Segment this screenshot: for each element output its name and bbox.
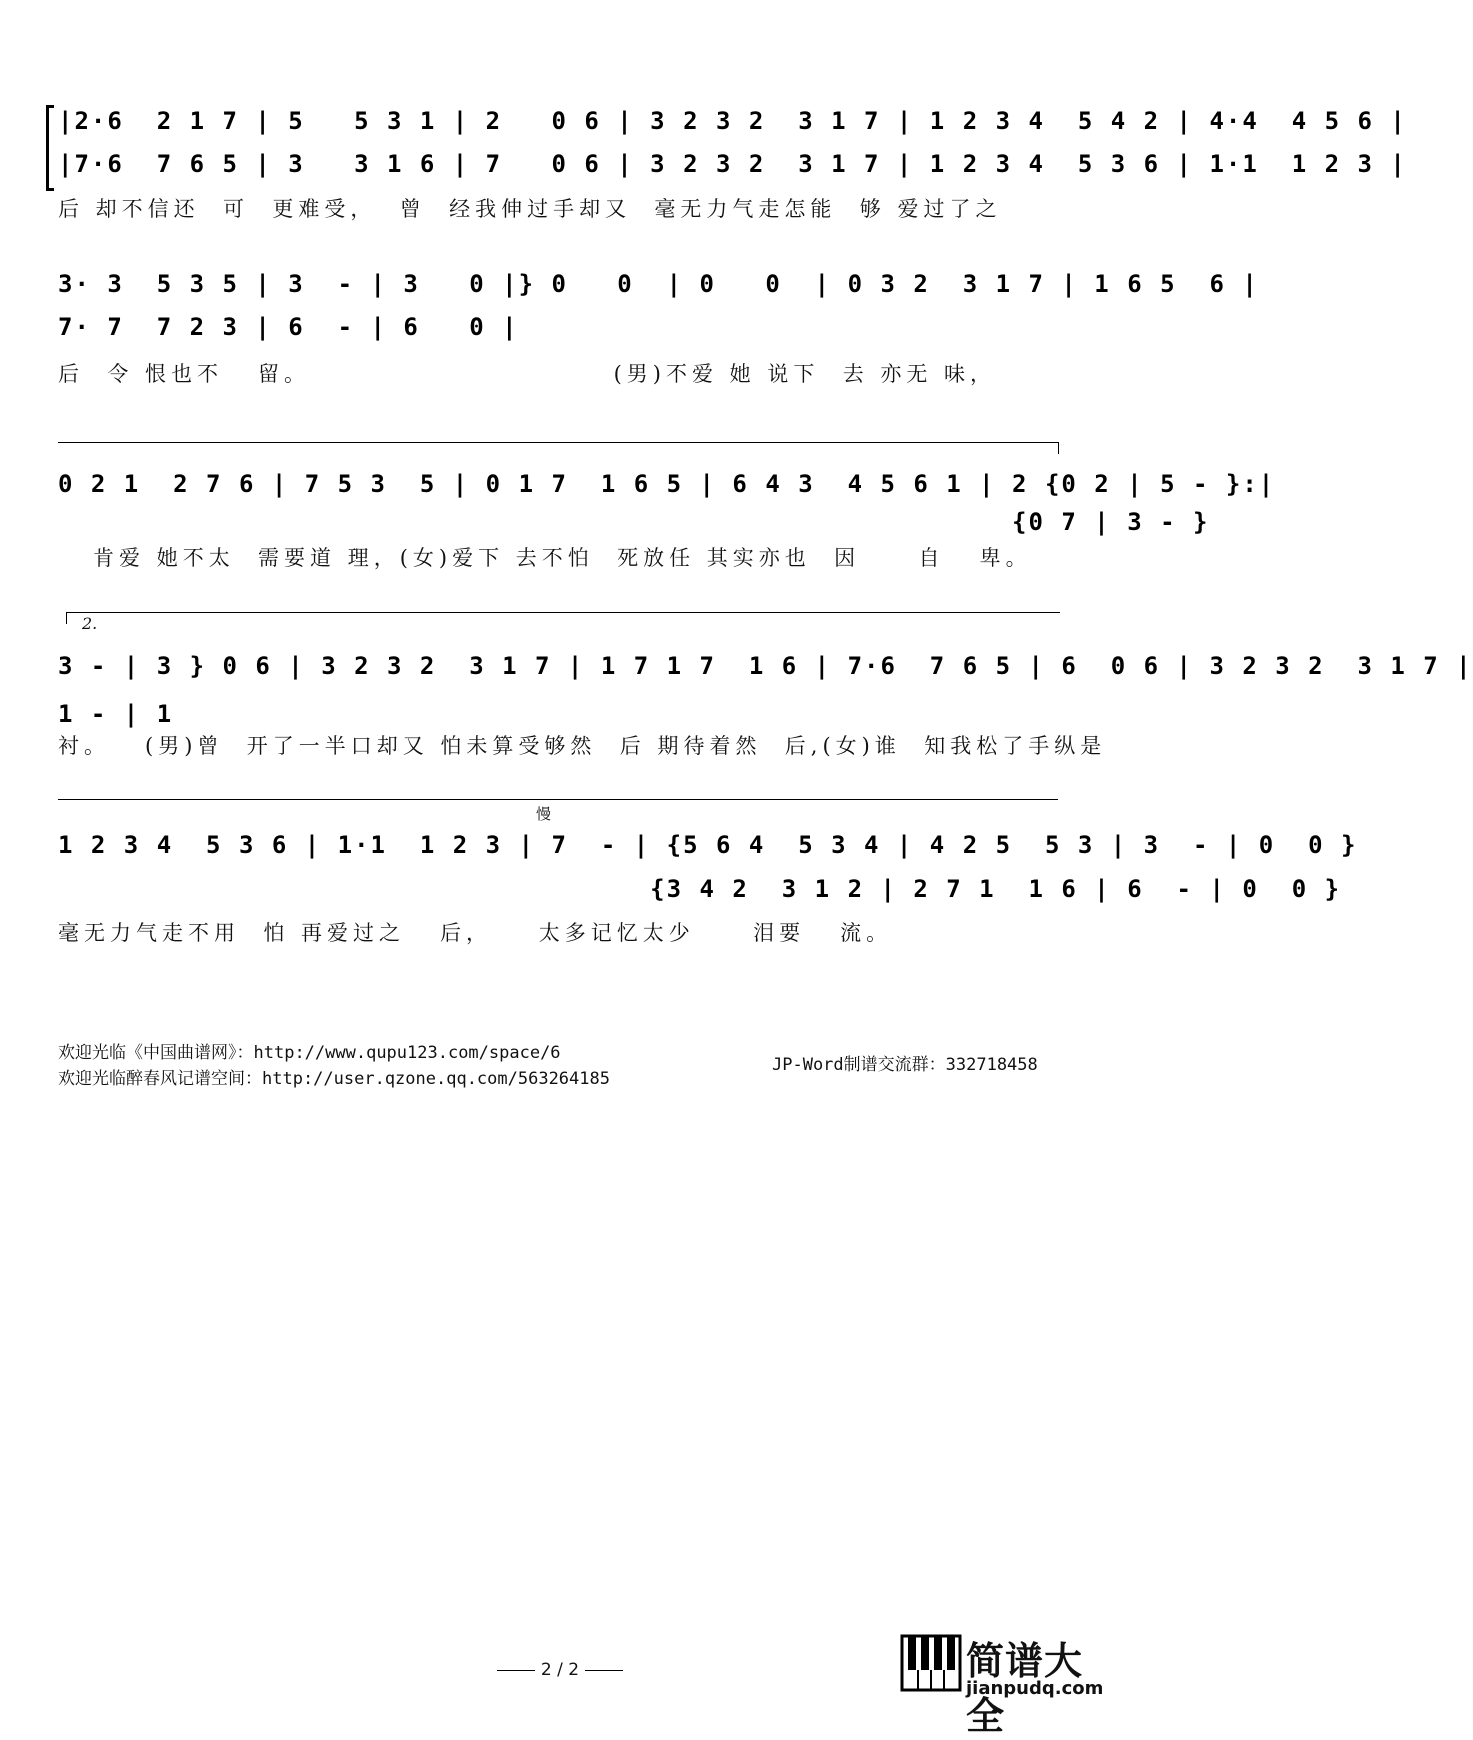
lyric-line: 肯爱 她不太 需要道 理，(女)爱下 去不怕 死放任 其实亦也 因 自 卑。	[58, 546, 1032, 570]
logo-url: jianpudq.com	[966, 1678, 1104, 1699]
page-number-rule-left	[497, 1670, 535, 1671]
tempo-marking: 慢	[536, 805, 552, 823]
volta-bracket-start	[66, 612, 67, 624]
piano-keys-icon	[900, 1632, 962, 1694]
volta-bracket-1	[58, 442, 1058, 443]
staff-rule	[58, 799, 1058, 800]
lower-staff: {0 7 | 3 - }	[58, 508, 1210, 536]
volta-bracket-end	[1058, 442, 1059, 454]
upper-staff: 0 2 1 2 7 6 | 7 5 3 5 | 0 1 7 1 6 5 | 6 4 3 4 5 6 1 | 2 {0 2 | 5 - }:|	[58, 470, 1276, 498]
footer-link-qupu[interactable]: 欢迎光临《中国曲谱网》：http://www.qupu123.com/space/6	[58, 1043, 561, 1063]
logo-title: 简谱大全	[966, 1639, 1084, 1738]
system-bracket	[46, 105, 54, 191]
lyric-line: 后 却不信还 可 更难受， 曾 经我伸过手却又 毫无力气走怎能 够 爱过了之	[58, 197, 1002, 221]
lower-staff: 7· 7 7 2 3 | 6 - | 6 0 |	[58, 313, 519, 341]
upper-staff: 1 2 3 4 5 3 6 | 1·1 1 2 3 | 7 - | {5 6 4 5 3 4 | 4 2 5 5 3 | 3 - | 0 0 }	[58, 831, 1358, 859]
footer-link-qzone[interactable]: 欢迎光临醉春风记谱空间：http://user.qzone.qq.com/563264185	[58, 1069, 610, 1089]
lyric-line: 后 令 恨也不 留。 (男)不爱 她 说下 去 亦无 味，	[58, 362, 997, 386]
lower-staff: 1 - | 1	[58, 700, 174, 728]
footer-group-info: JP-Word制谱交流群：332718458	[772, 1055, 1038, 1075]
upper-staff: |2·6 2 1 7 | 5 5 3 1 | 2 0 6 | 3 2 3 2 3 1 7 | 1 2 3 4 5 4 2 | 4·4 4 5 6 |	[58, 107, 1407, 135]
lyric-line: 衬。 (男)曾 开了一半口却又 怕未算受够然 后 期待着然 后,(女)谁 知我松了手纵是	[58, 734, 1107, 758]
lower-staff: |7·6 7 6 5 | 3 3 1 6 | 7 0 6 | 3 2 3 2 3 1 7 | 1 2 3 4 5 3 6 | 1·1 1 2 3 |	[58, 150, 1407, 178]
lower-staff: {3 4 2 3 1 2 | 2 7 1 1 6 | 6 - | 0 0 }	[58, 875, 1342, 903]
volta-bracket-2	[66, 612, 1060, 613]
lyric-line: 毫无力气走不用 怕 再爱过之 后， 太多记忆太少 泪要 流。	[58, 921, 893, 945]
page-number-rule-right	[585, 1670, 623, 1671]
site-logo	[900, 1632, 1118, 1738]
upper-staff: 3 - | 3 } 0 6 | 3 2 3 2 3 1 7 | 1 7 1 7 1 6 | 7·6 7 6 5 | 6 0 6 | 3 2 3 2 3 1 7 |	[58, 652, 1473, 680]
volta-number: 2.	[82, 614, 98, 633]
page-number-text: 2 / 2	[540, 1660, 580, 1680]
upper-staff: 3· 3 5 3 5 | 3 - | 3 0 |} 0 0 | 0 0 | 0 3 2 3 1 7 | 1 6 5 6 |	[58, 270, 1259, 298]
